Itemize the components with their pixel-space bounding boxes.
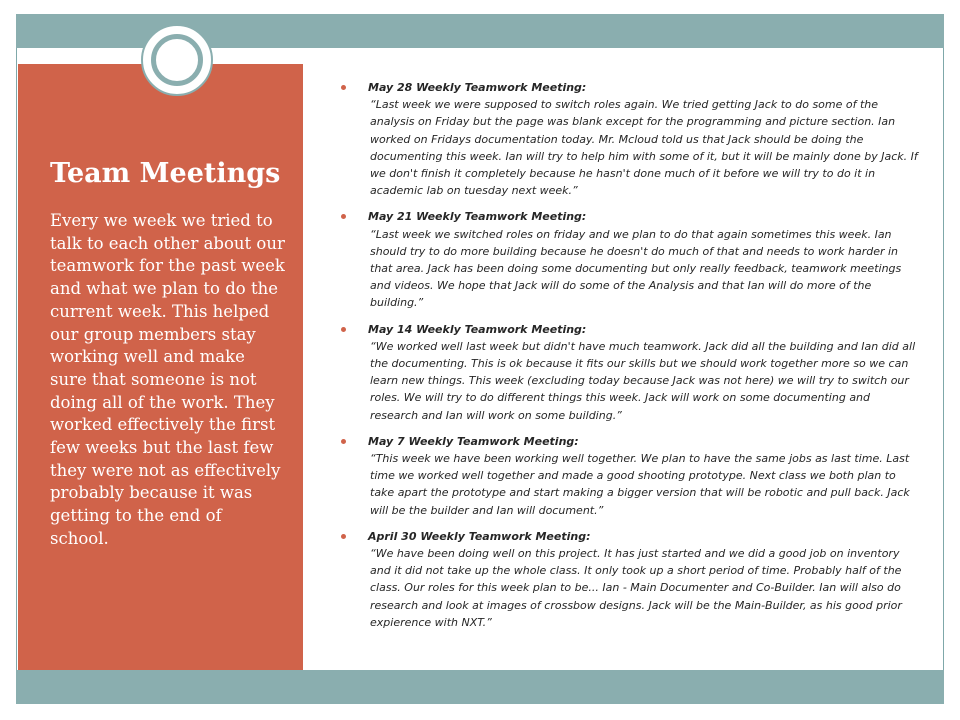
decorative-circle-icon bbox=[141, 24, 213, 96]
meeting-item bbox=[340, 321, 920, 424]
slide-title: Team Meetings bbox=[50, 158, 281, 189]
slide-body-text: Every we week we tried to talk to each other about our teamwork for the past week and what we plan to do the current week. This helped our group members stay working well and make sure that someone is not doing all of the work. They worked effectively the first few weeks but the last few they were not as effectively probably because it was getting to the end of school. bbox=[50, 211, 285, 548]
meeting-heading: April 30 Weekly Teamwork Meeting: bbox=[368, 529, 591, 543]
meeting-list bbox=[340, 79, 920, 640]
bottom-band bbox=[16, 670, 944, 704]
meeting-text: “This week we have been working well together. We plan to have the same jobs as last time. Last time we worked well together and made a good shooting prototype. Next class we both plan to take apart the prototype and start making a bigger version that will be robotic and pull back. Jack will be the builder and Ian will document.” bbox=[370, 452, 910, 517]
meeting-text: “Last week we were supposed to switch roles again. We tried getting Jack to do some of the analysis on Friday but the page was blank except for the programming and picture section. Ian worked on Fridays documentation today. Mr. Mcloud told us that Jack should be doing the documenting this week. Ian will try to help him with some of it, but it will be mainly done by Jack. If we don't finish it completely because he hasn't done much of it before we will try to do it in academic lab on tuesday next week.” bbox=[370, 98, 918, 198]
bullet-icon bbox=[341, 327, 346, 332]
meeting-item bbox=[340, 79, 920, 199]
meeting-heading: May 7 Weekly Teamwork Meeting: bbox=[368, 434, 579, 448]
meeting-heading: May 21 Weekly Teamwork Meeting: bbox=[368, 210, 587, 224]
meeting-text: “We worked well last week but didn't have much teamwork. Jack did all the building and Ian did all the documenting. This is ok because it fits our skills but we should work together more so we can learn new things. This week (excluding today because Jack was not here) we will try to switch our roles. We will try to do different things this week. Jack will work on some documenting and research and Ian will work on some building.” bbox=[370, 339, 916, 422]
meeting-heading: May 14 Weekly Teamwork Meeting: bbox=[368, 322, 587, 336]
bullet-icon bbox=[341, 439, 346, 444]
bullet-icon bbox=[341, 85, 346, 90]
bullet-icon bbox=[341, 534, 346, 539]
meeting-text: “Last week we switched roles on friday and we plan to do that again sometimes this week. Ian should try to do more building because he doesn't do much of that and needs to work harder in that area. Jack has been doing some documenting but only really feedback, teamwork meetings and videos. We hope that Jack will do some of the Analysis and that Ian will do more of the building.” bbox=[370, 227, 902, 310]
meeting-heading: May 28 Weekly Teamwork Meeting: bbox=[368, 81, 587, 94]
meeting-text: “We have been doing well on this project. It has just started and we did a good job on inventory and it did not take up the whole class. It only took up a short period of time. Probably half of the class. Our roles for this week plan to be... Ian - Main Documenter and Co-Builder. Ian will also do research and look at images of crossbow designs. Jack will be the Main-Builder, as his good prior expierence with NXT.” bbox=[370, 547, 902, 629]
meeting-item bbox=[340, 528, 920, 631]
meeting-item bbox=[340, 433, 920, 519]
inner-ring bbox=[151, 34, 203, 86]
meeting-item bbox=[340, 208, 920, 311]
bullet-icon bbox=[341, 214, 346, 219]
